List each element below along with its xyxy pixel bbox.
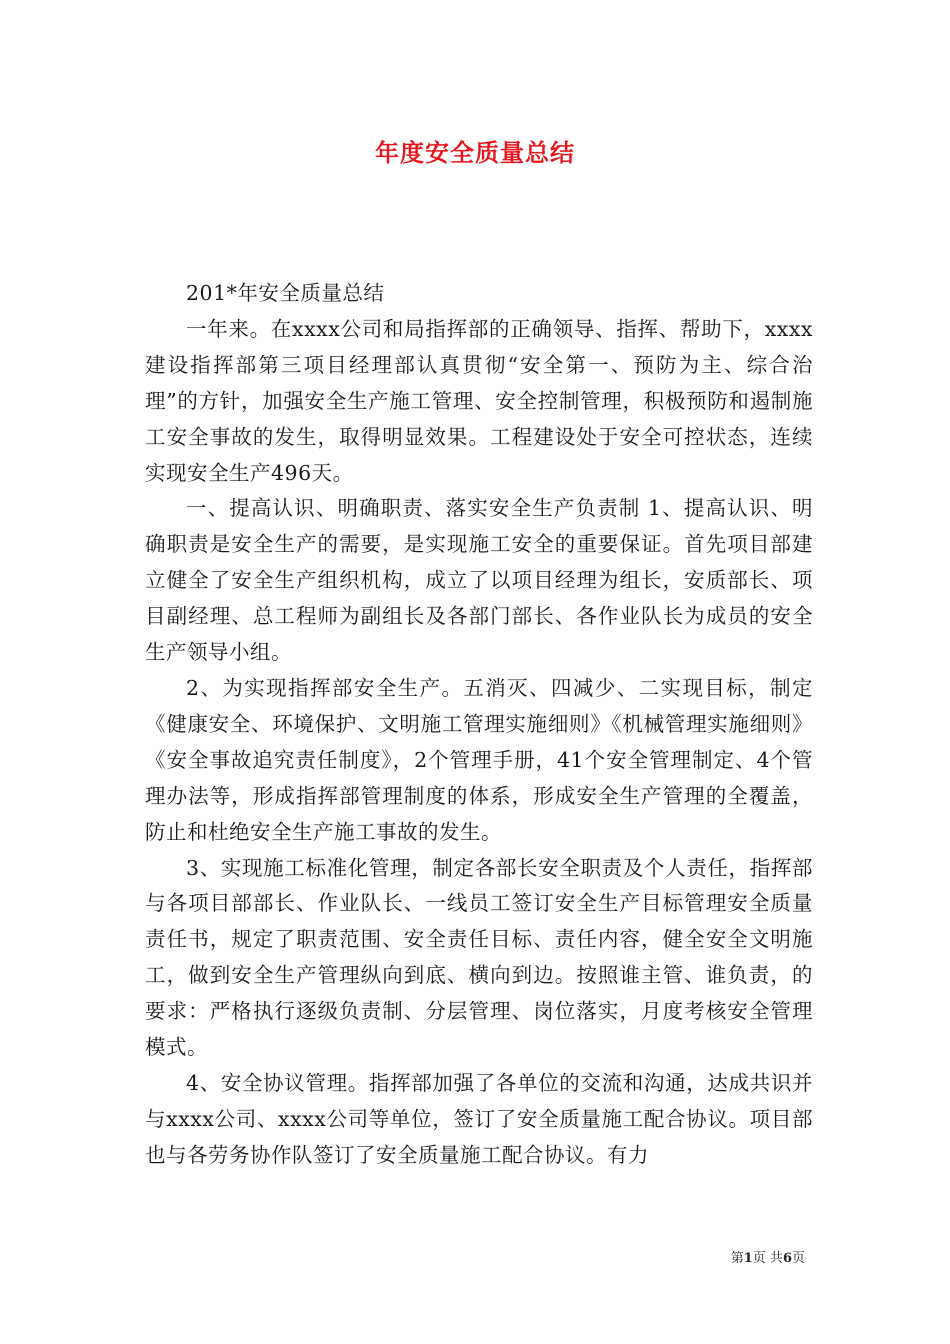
- paragraph-section-4: 4、安全协议管理。指挥部加强了各单位的交流和沟通，达成共识并与xxxx公司、xxxx公司等单位，签订了安全质量施工配合协议。项目部也与各劳务协作队签订了安全质量施工配合协议。有力: [145, 1070, 813, 1167]
- footer-page: 1: [743, 1251, 753, 1266]
- document-subtitle: 201*年安全质量总结: [186, 281, 385, 305]
- paragraph-section-3: 3、实现施工标准化管理，制定各部长安全职责及个人责任，指挥部与各项目部部长、作业队长、一线员工签订安全生产目标管理安全质量责任书，规定了职责范围、安全责任目标、责任内容，健全安全文明施工，做到安全生产管理纵向到底、横向到边。按照谁主管、谁负责，的要求：严格执行逐级负责制、分层管理、岗位落实，月度考核安全管理模式。: [145, 855, 813, 1060]
- footer-suffix: 页: [791, 1251, 805, 1266]
- document-title: 年度安全质量总结: [375, 138, 575, 167]
- footer-middle: 页 共: [752, 1251, 783, 1266]
- paragraph-section-1: 一、提高认识、明确职责、落实安全生产负责制 1、提高认识、明确职责是安全生产的需要，是实现施工安全的重要保证。首先项目部建立健全了安全生产组织机构，成立了以项目经理为组长，安质部长、项目副经理、总工程师为副组长及各部门部长、各作业队长为成员的安全生产领导小组。: [145, 496, 813, 665]
- page-number-footer: [731, 1247, 805, 1266]
- footer-prefix: 第: [730, 1251, 744, 1266]
- document-body: [145, 276, 813, 1174]
- paragraph-section-2: 2、为实现指挥部安全生产。五消灭、四减少、二实现目标，制定《健康安全、环境保护、文明施工管理实施细则》《机械管理实施细则》《安全事故追究责任制度》，2个管理手册，41个安全管理制定、4个管理办法等，形成指挥部管理制度的体系，形成安全生产管理的全覆盖，防止和杜绝安全生产施工事故的发生。: [145, 675, 813, 844]
- footer-total: 6: [782, 1251, 792, 1266]
- paragraph-intro: 一年来。在xxxx公司和局指挥部的正确领导、指挥、帮助下，xxxx建设指挥部第三项目经理部认真贯彻“安全第一、预防为主、综合治理”的方针，加强安全生产施工管理、安全控制管理，积极预防和遏制施工安全事故的发生，取得明显效果。工程建设处于安全可控状态，连续实现安全生产496天。: [145, 316, 813, 485]
